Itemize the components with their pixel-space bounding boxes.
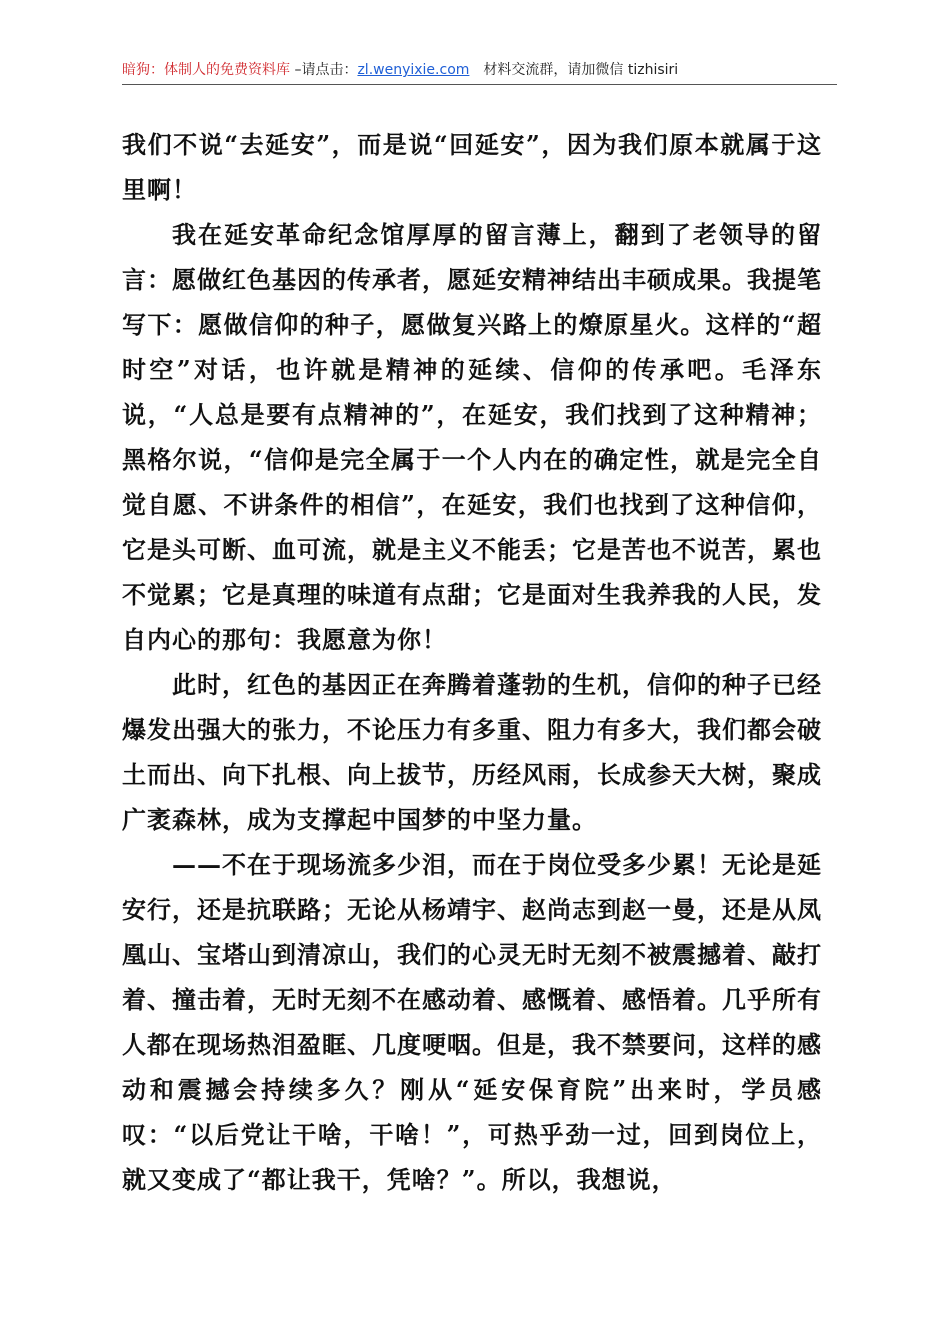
document-body [122,122,822,1202]
header-separator: –请点击： [290,62,358,78]
paragraph-3: 此时，红色的基因正在奔腾着蓬勃的生机，信仰的种子已经爆发出强大的张力，不论压力有多重、阻力有多大，我们都会破土而出、向下扎根、向上拔节，历经风雨，长成参天大树，聚成广袤森林，成为支撑起中国梦的中坚力量。 [122,670,822,834]
header-brand: 暗狗：体制人的免费资料库 [122,62,290,78]
paragraph-1: 我们不说“去延安”，而是说“回延安”，因为我们原本就属于这里啊！ [122,130,822,204]
paragraph-4: ——不在于现场流多少泪，而在于岗位受多少累！无论是延安行，还是抗联路；无论从杨靖宇、赵尚志到赵一曼，还是从凤凰山、宝塔山到清凉山，我们的心灵无时无刻不被震撼着、敲打着、撞击着，无时无刻不在感动着、感慨着、感悟着。几乎所有人都在现场热泪盈眶、几度哽咽。但是，我不禁要问，这样的感动和震撼会持续多久？刚从“延安保育院”出来时，学员感叹：“以后党让干啥，干啥！”，可热乎劲一过，回到岗位上，就又变成了“都让我干，凭啥？”。所以，我想说， [122,850,822,1194]
header-link[interactable]: zl.wenyixie.com [357,62,470,78]
header-divider [122,84,837,85]
page-header [122,60,837,84]
paragraph-2: 我在延安革命纪念馆厚厚的留言薄上，翻到了老领导的留言：愿做红色基因的传承者，愿延安精神结出丰硕成果。我提笔写下：愿做信仰的种子，愿做复兴路上的燎原星火。这样的“超时空”对话，也许就是精神的延续、信仰的传承吧。毛泽东说，“人总是要有点精神的”，在延安，我们找到了这种精神；黑格尔说，“信仰是完全属于一个人内在的确定性，就是完全自觉自愿、不讲条件的相信”，在延安，我们也找到了这种信仰，它是头可断、血可流，就是主义不能丢；它是苦也不说苦，累也不觉累；它是真理的味道有点甜；它是面对生我养我的人民，发自内心的那句：我愿意为你！ [122,220,822,654]
header-contact: 材料交流群，请加微信 tizhisiri [483,62,679,78]
